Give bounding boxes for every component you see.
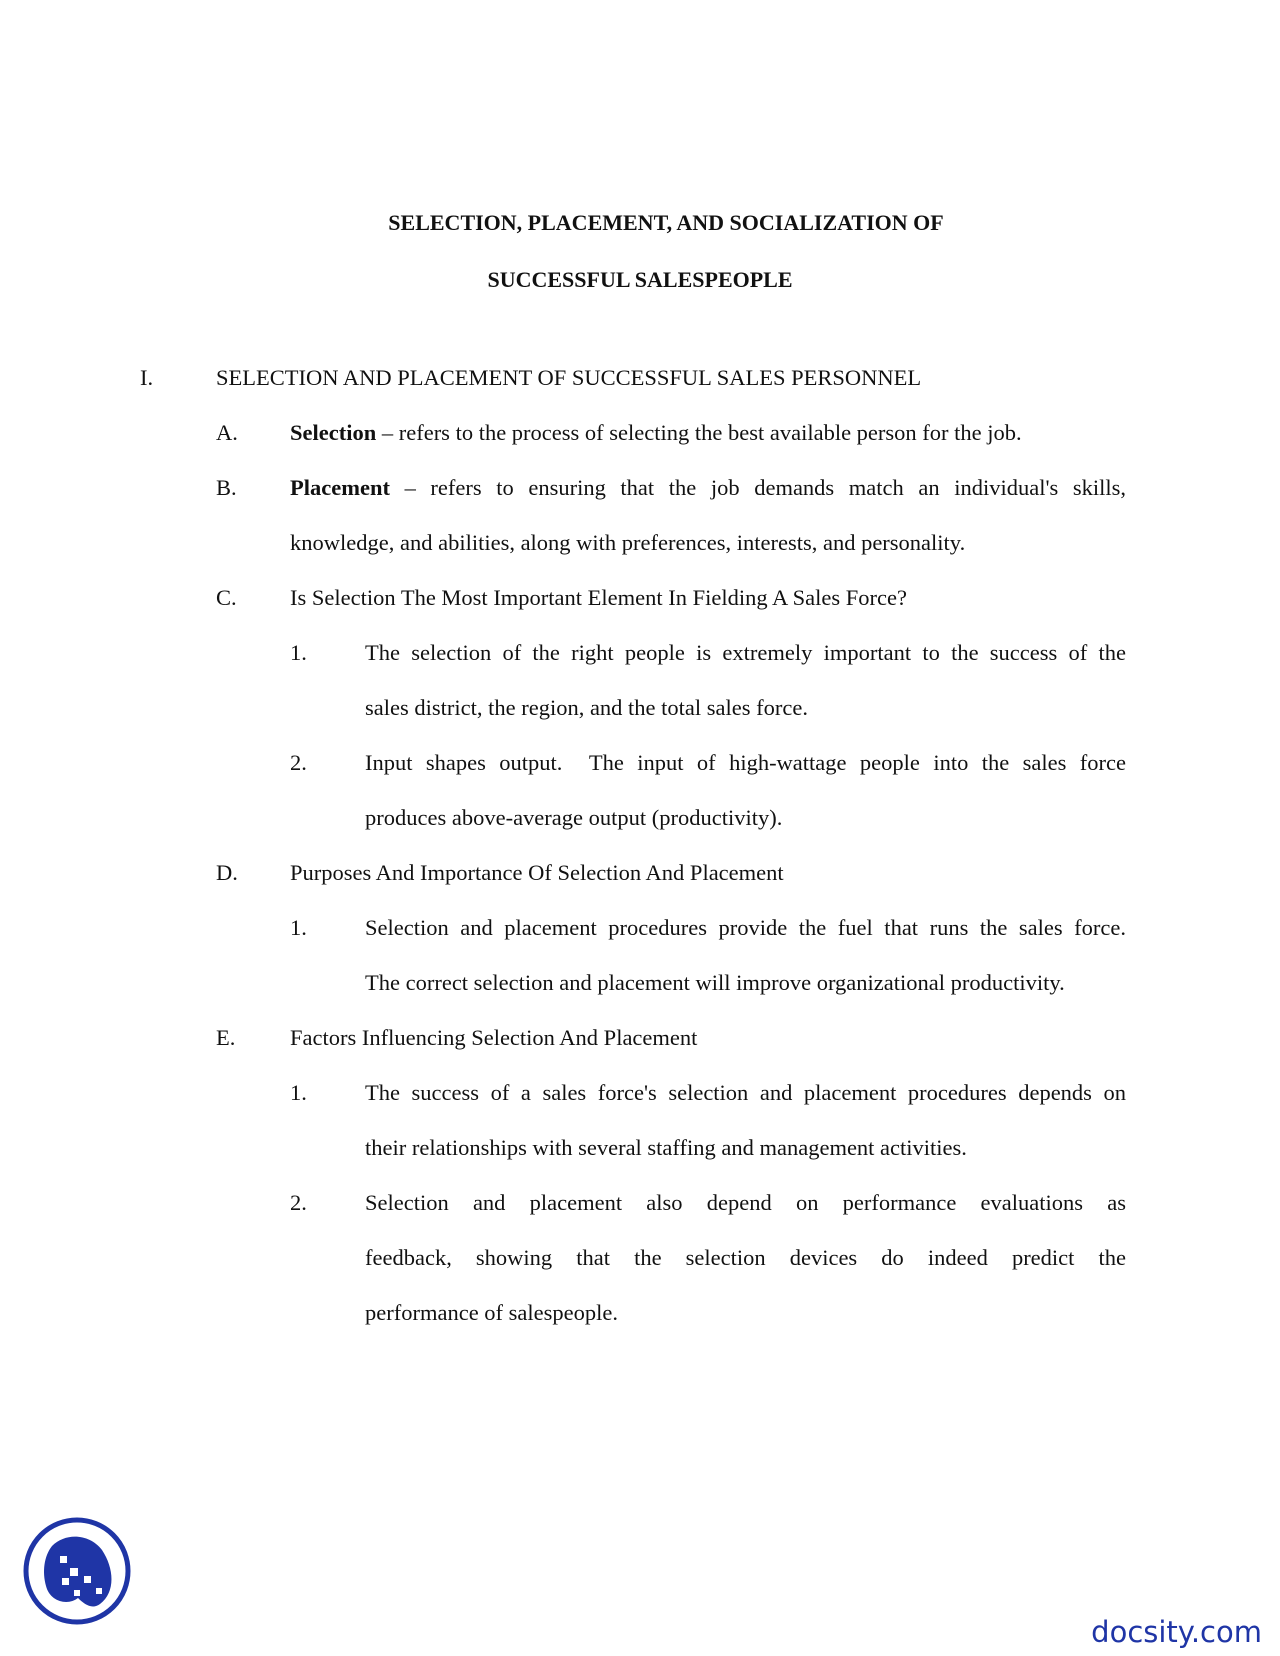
item-d-heading: Purposes And Importance Of Selection And Placement [290,860,784,885]
item-d-1-marker: 1. [290,915,307,940]
item-c-marker: C. [216,585,237,610]
section-heading: SELECTION AND PLACEMENT OF SUCCESSFUL SALES PERSONNEL [216,365,922,390]
item-c-2-line-2: produces above-average output (productivity). [365,805,783,830]
document-title-line-2: SUCCESSFUL SALESPEOPLE [487,267,793,292]
docsity-watermark-link[interactable]: docsity.com [1091,1615,1262,1649]
item-e-2-line-2: feedback, showing that the selection devices do indeed predict the [365,1245,1126,1270]
item-a-marker: A. [216,420,238,445]
item-e-1-line-2: their relationships with several staffing and management activities. [365,1135,967,1160]
item-c-1-line-2: sales district, the region, and the total sales force. [365,695,808,720]
item-e-2-marker: 2. [290,1190,307,1215]
item-b-marker: B. [216,475,237,500]
item-a-term: Selection [290,420,377,445]
item-c-heading: Is Selection The Most Important Element In Fielding A Sales Force? [290,585,907,610]
item-e-marker: E. [216,1025,236,1050]
item-e-1-marker: 1. [290,1080,307,1105]
document-title-line-1: SELECTION, PLACEMENT, AND SOCIALIZATION OF [388,210,944,235]
item-c-2-marker: 2. [290,750,307,775]
item-b-line-1 [290,474,1126,502]
item-a-definition: – refers to the process of selecting the best available person for the job. [376,420,1022,445]
docsity-logo-graphic [22,1516,132,1626]
item-b-definition: – refers to ensuring that the job demands match an individual's skills, [389,475,1126,500]
item-d-1-line-2: The correct selection and placement will improve organizational productivity. [365,970,1065,995]
item-b-line-2: knowledge, and abilities, along with preferences, interests, and personality. [290,530,966,555]
item-d-marker: D. [216,860,238,885]
item-a-text [290,419,1022,447]
item-e-1-line-1: The success of a sales force's selection and placement procedures depends on [365,1080,1126,1105]
item-d-1-line-1: Selection and placement procedures provide the fuel that runs the sales force. [365,915,1126,940]
item-e-2-line-1: Selection and placement also depend on performance evaluations as [365,1190,1126,1215]
item-b-term: Placement [290,475,390,500]
item-c-1-line-1: The selection of the right people is extremely important to the success of the [365,640,1126,665]
item-e-heading: Factors Influencing Selection And Placement [290,1025,698,1050]
item-c-2-line-1: Input shapes output. The input of high-wattage people into the sales force [365,750,1126,775]
item-e-2-line-3: performance of salespeople. [365,1300,619,1325]
docsity-logo-icon[interactable] [22,1516,132,1626]
section-number: I. [140,365,154,390]
item-c-1-marker: 1. [290,640,307,665]
